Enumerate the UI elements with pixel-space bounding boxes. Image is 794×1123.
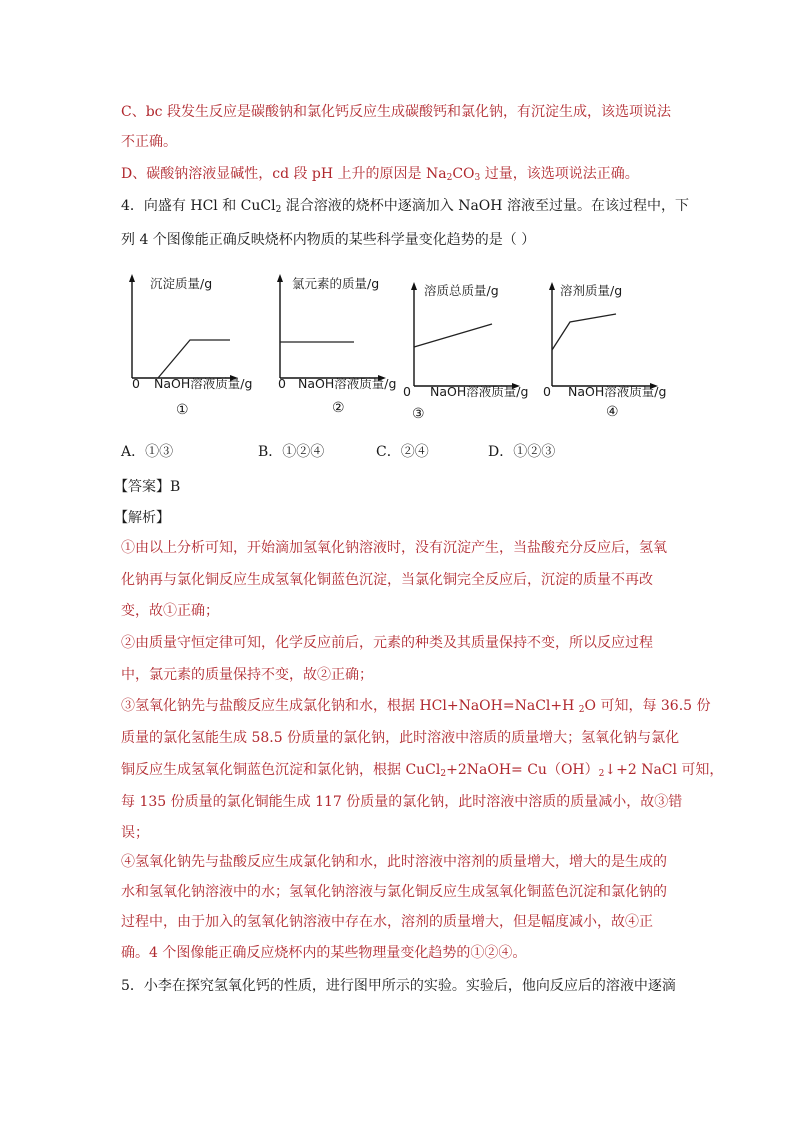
explanation-line-1: ①由以上分析可知，开始滴加氢氧化钠溶液时，没有沉淀产生，当盐酸充分反应后，氢氧 [121, 540, 667, 556]
graph-1-xlabel: NaOH溶液质量/g [154, 376, 253, 391]
graph-3-number: ③ [412, 406, 425, 422]
question-4-line1: 4．向盛有 HCl 和 CuCl$_2$ 混合溶液的烧杯中逐滴加入 NaOH 溶液至过量。在该过程中，下 [121, 198, 689, 215]
graph-3-xlabel: NaOH溶液质量/g [430, 384, 529, 399]
graph-4 [538, 276, 678, 440]
explanation-line-7: 质量的氯化氢能生成 58.5 份质量的氯化钠，此时溶液中溶质的质量增大；氢氧化钠与氯化 [121, 730, 680, 746]
explanation-line-9: 每 135 份质量的氯化铜能生成 117 份质量的氯化钠，此时溶液中溶质的质量减小，故③错 [121, 794, 683, 810]
explanation-line-12: 水和氢氧化钠溶液中的水；氢氧化钠溶液与氯化铜反应生成氢氧化铜蓝色沉淀和氯化钠的 [121, 884, 667, 900]
graph-3 [400, 276, 540, 440]
graph-3-origin: 0 [403, 384, 411, 399]
graph-3-ylabel: 溶质总质量/g [424, 283, 499, 298]
explanation-line-14: 确。4 个图像能正确反应烧杯内的某些物理量变化趋势的①②④。 [121, 945, 527, 961]
graph-2-number: ② [332, 400, 345, 416]
graph-1 [120, 270, 260, 434]
option-c-explanation-line2: 不正确。 [121, 134, 177, 150]
option-c-explanation-line1: C、bc 段发生反应是碳酸钠和氯化钙反应生成碳酸钙和氯化钠，有沉淀生成，该选项说法 [121, 104, 671, 120]
graph-2 [266, 270, 406, 434]
graph-4-xlabel: NaOH溶液质量/g [568, 384, 667, 399]
graph-3-curve [414, 324, 492, 347]
explanation-line-6: ③氢氧化钠先与盐酸反应生成氯化钠和水，根据 HCl+NaOH=NaCl+H $_2$O 可知，每 36.5 份 [121, 698, 711, 715]
explanation-line-3: 变，故①正确； [121, 603, 219, 619]
option-c: C．②④ [376, 444, 429, 460]
graph-2-ylabel: 氯元素的质量/g [292, 276, 380, 291]
graph-4-curve [552, 314, 616, 350]
graph-4-ylabel: 溶剂质量/g [560, 283, 623, 298]
analysis-label: 【解析】 [114, 510, 170, 526]
answer-label: 【答案】B [114, 479, 181, 495]
graph-1-ylabel: 沉淀质量/g [150, 276, 213, 291]
graph-2-xlabel: NaOH溶液质量/g [298, 376, 397, 391]
graph-1-curve [158, 340, 230, 378]
option-a: A．①③ [121, 444, 174, 460]
explanation-line-11: ④氢氧化钠先与盐酸反应生成氯化钠和水，此时溶液中溶剂的质量增大，增大的是生成的 [121, 854, 667, 870]
option-b: B．①②④ [258, 444, 325, 460]
explanation-line-10: 误； [121, 825, 149, 841]
graph-4-number: ④ [606, 404, 619, 420]
explanation-line-5: 中，氯元素的质量保持不变，故②正确； [121, 667, 373, 683]
explanation-line-4: ②由质量守恒定律可知，化学反应前后，元素的种类及其质量保持不变，所以反应过程 [121, 635, 653, 651]
option-d: D．①②③ [488, 444, 556, 460]
question-4-line2: 列 4 个图像能正确反映烧杯内物质的某些科学量变化趋势的是（ ） [121, 232, 536, 248]
graph-1-number: ① [176, 402, 189, 418]
explanation-line-8: 铜反应生成氢氧化铜蓝色沉淀和氯化钠，根据 CuCl$_2$+2NaOH= $Cu(OH)_2↓+2$ NaCl 可知， [121, 762, 724, 779]
question-5-line1: 5．小李在探究氢氧化钙的性质，进行图甲所示的实验。实验后，他向反应后的溶液中逐滴 [121, 978, 676, 994]
explanation-line-13: 过程中，由于加入的氢氧化钠溶液中存在水，溶剂的质量增大，但是幅度减小，故④正 [121, 914, 653, 930]
graph-4-origin: 0 [543, 384, 551, 399]
graph-2-origin: 0 [278, 376, 286, 391]
option-d-explanation: D、碳酸钠溶液显碱性，cd 段 pH 上升的原因是 $Na_2CO_3$ 过量，该选项说法正确。 [121, 166, 639, 183]
graph-1-origin: 0 [132, 376, 140, 391]
explanation-line-2: 化钠再与氯化铜反应生成氢氧化铜蓝色沉淀，当氯化铜完全反应后，沉淀的质量不再改 [121, 572, 653, 588]
